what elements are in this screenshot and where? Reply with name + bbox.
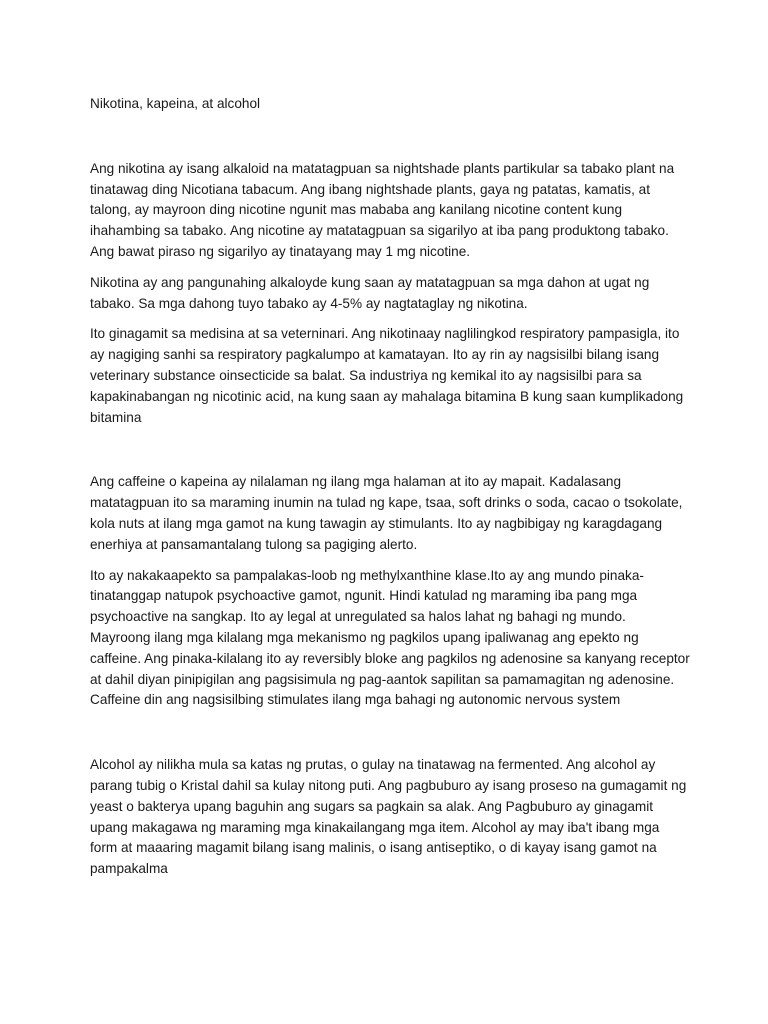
document-page xyxy=(90,94,690,890)
paragraph: Ito ay nakakaapekto sa pampalakas-loob ng methylxanthine klase.Ito ay ang mundo pinaka-tinatanggap natupok psychoactive gamot, ngunit. Hindi katulad ng maraming iba pang mga psychoactive na sangkap. Ito ay legal at unregulated sa halos lahat ng bahagi ng mundo. Mayroong ilang mga kilalang mga mekanismo ng pagkilos upang ipaliwanag ang epekto ng caffeine. Ang pinaka-kilalang ito ay reversibly bloke ang pagkilos ng adenosine sa kanyang receptor at dahil diyan pinipigilan ang pagsisimula ng pag-aantok sapilitan sa pamamagitan ng adenosine. Caffeine din ang nagsisilbing stimulates ilang mga bahagi ng autonomic nervous system xyxy=(90,567,690,708)
paragraph: Alcohol ay nilikha mula sa katas ng prutas, o gulay na tinatawag na fermented. Ang alcohol ay parang tubig o Kristal dahil sa kulay nitong puti. Ang pagbuburo ay isang proseso na gumagamit ng yeast o bakterya upang baguhin ang sugars sa pagkain sa alak. Ang Pagbuburo ay ginagamit upang makagawa ng maraming mga kinakailangang mga item. Alcohol ay may iba't ibang mga form at maaaring magamit bilang isang malinis, o isang antiseptiko, o di kayay isang gamot na pampakalma xyxy=(90,757,687,877)
paragraph: Ang caffeine o kapeina ay nilalaman ng ilang mga halaman at ito ay mapait. Kadalasang matatagpuan ito sa maraming inumin na tulad ng kape, tsaa, soft drinks o soda, cacao o tsokolate, kola nuts at ilang mga gamot na kung tawagin ay stimulants. Ito ay nagbibigay ng karagdagang enerhiya at pansamantalang tulong sa pagiging alerto. xyxy=(90,474,683,552)
section-caffeine xyxy=(90,472,690,711)
section-alcohol xyxy=(90,755,690,880)
paragraph: Nikotina ay ang pangunahing alkaloyde kung saan ay matatagpuan sa mga dahon at ugat ng tabako. Sa mga dahong tuyo tabako ay 4-5% ay nagtataglay ng nikotina. xyxy=(90,274,650,311)
section-nikotina xyxy=(90,159,690,429)
paragraph: Ito ginagamit sa medisina at sa veterninari. Ang nikotinaay naglilingkod respiratory pampasigla, ito ay nagiging sanhi sa respiratory pagkalumpo at kamatayan. Ito ay rin ay nagsisilbi bilang isang veterinary substance oinsecticide sa balat. Sa industriya ng kemikal ito ay nagsisilbi para sa kapakinabangan ng nicotinic acid, na kung saan ay mahalaga bitamina B kung saan kumplikadong bitamina xyxy=(90,326,684,425)
section-spacer xyxy=(90,721,690,755)
document-title: Nikotina, kapeina, at alcohol xyxy=(90,96,261,111)
paragraph: Ang nikotina ay isang alkaloid na matatagpuan sa nightshade plants partikular sa tabako plant na tinatawag ding Nicotiana tabacum. Ang ibang nightshade plants, gaya ng patatas, kamatis, at talong, ay mayroon ding nicotine ngunit mas mababa ang kanilang nicotine content kung ihahambing sa tabako. Ang nicotine ay matatagpuan sa sigarilyo at iba pang produktong tabako. Ang bawat piraso ng sigarilyo ay tinatayang may 1 mg nicotine. xyxy=(90,160,675,259)
section-spacer xyxy=(90,438,690,472)
